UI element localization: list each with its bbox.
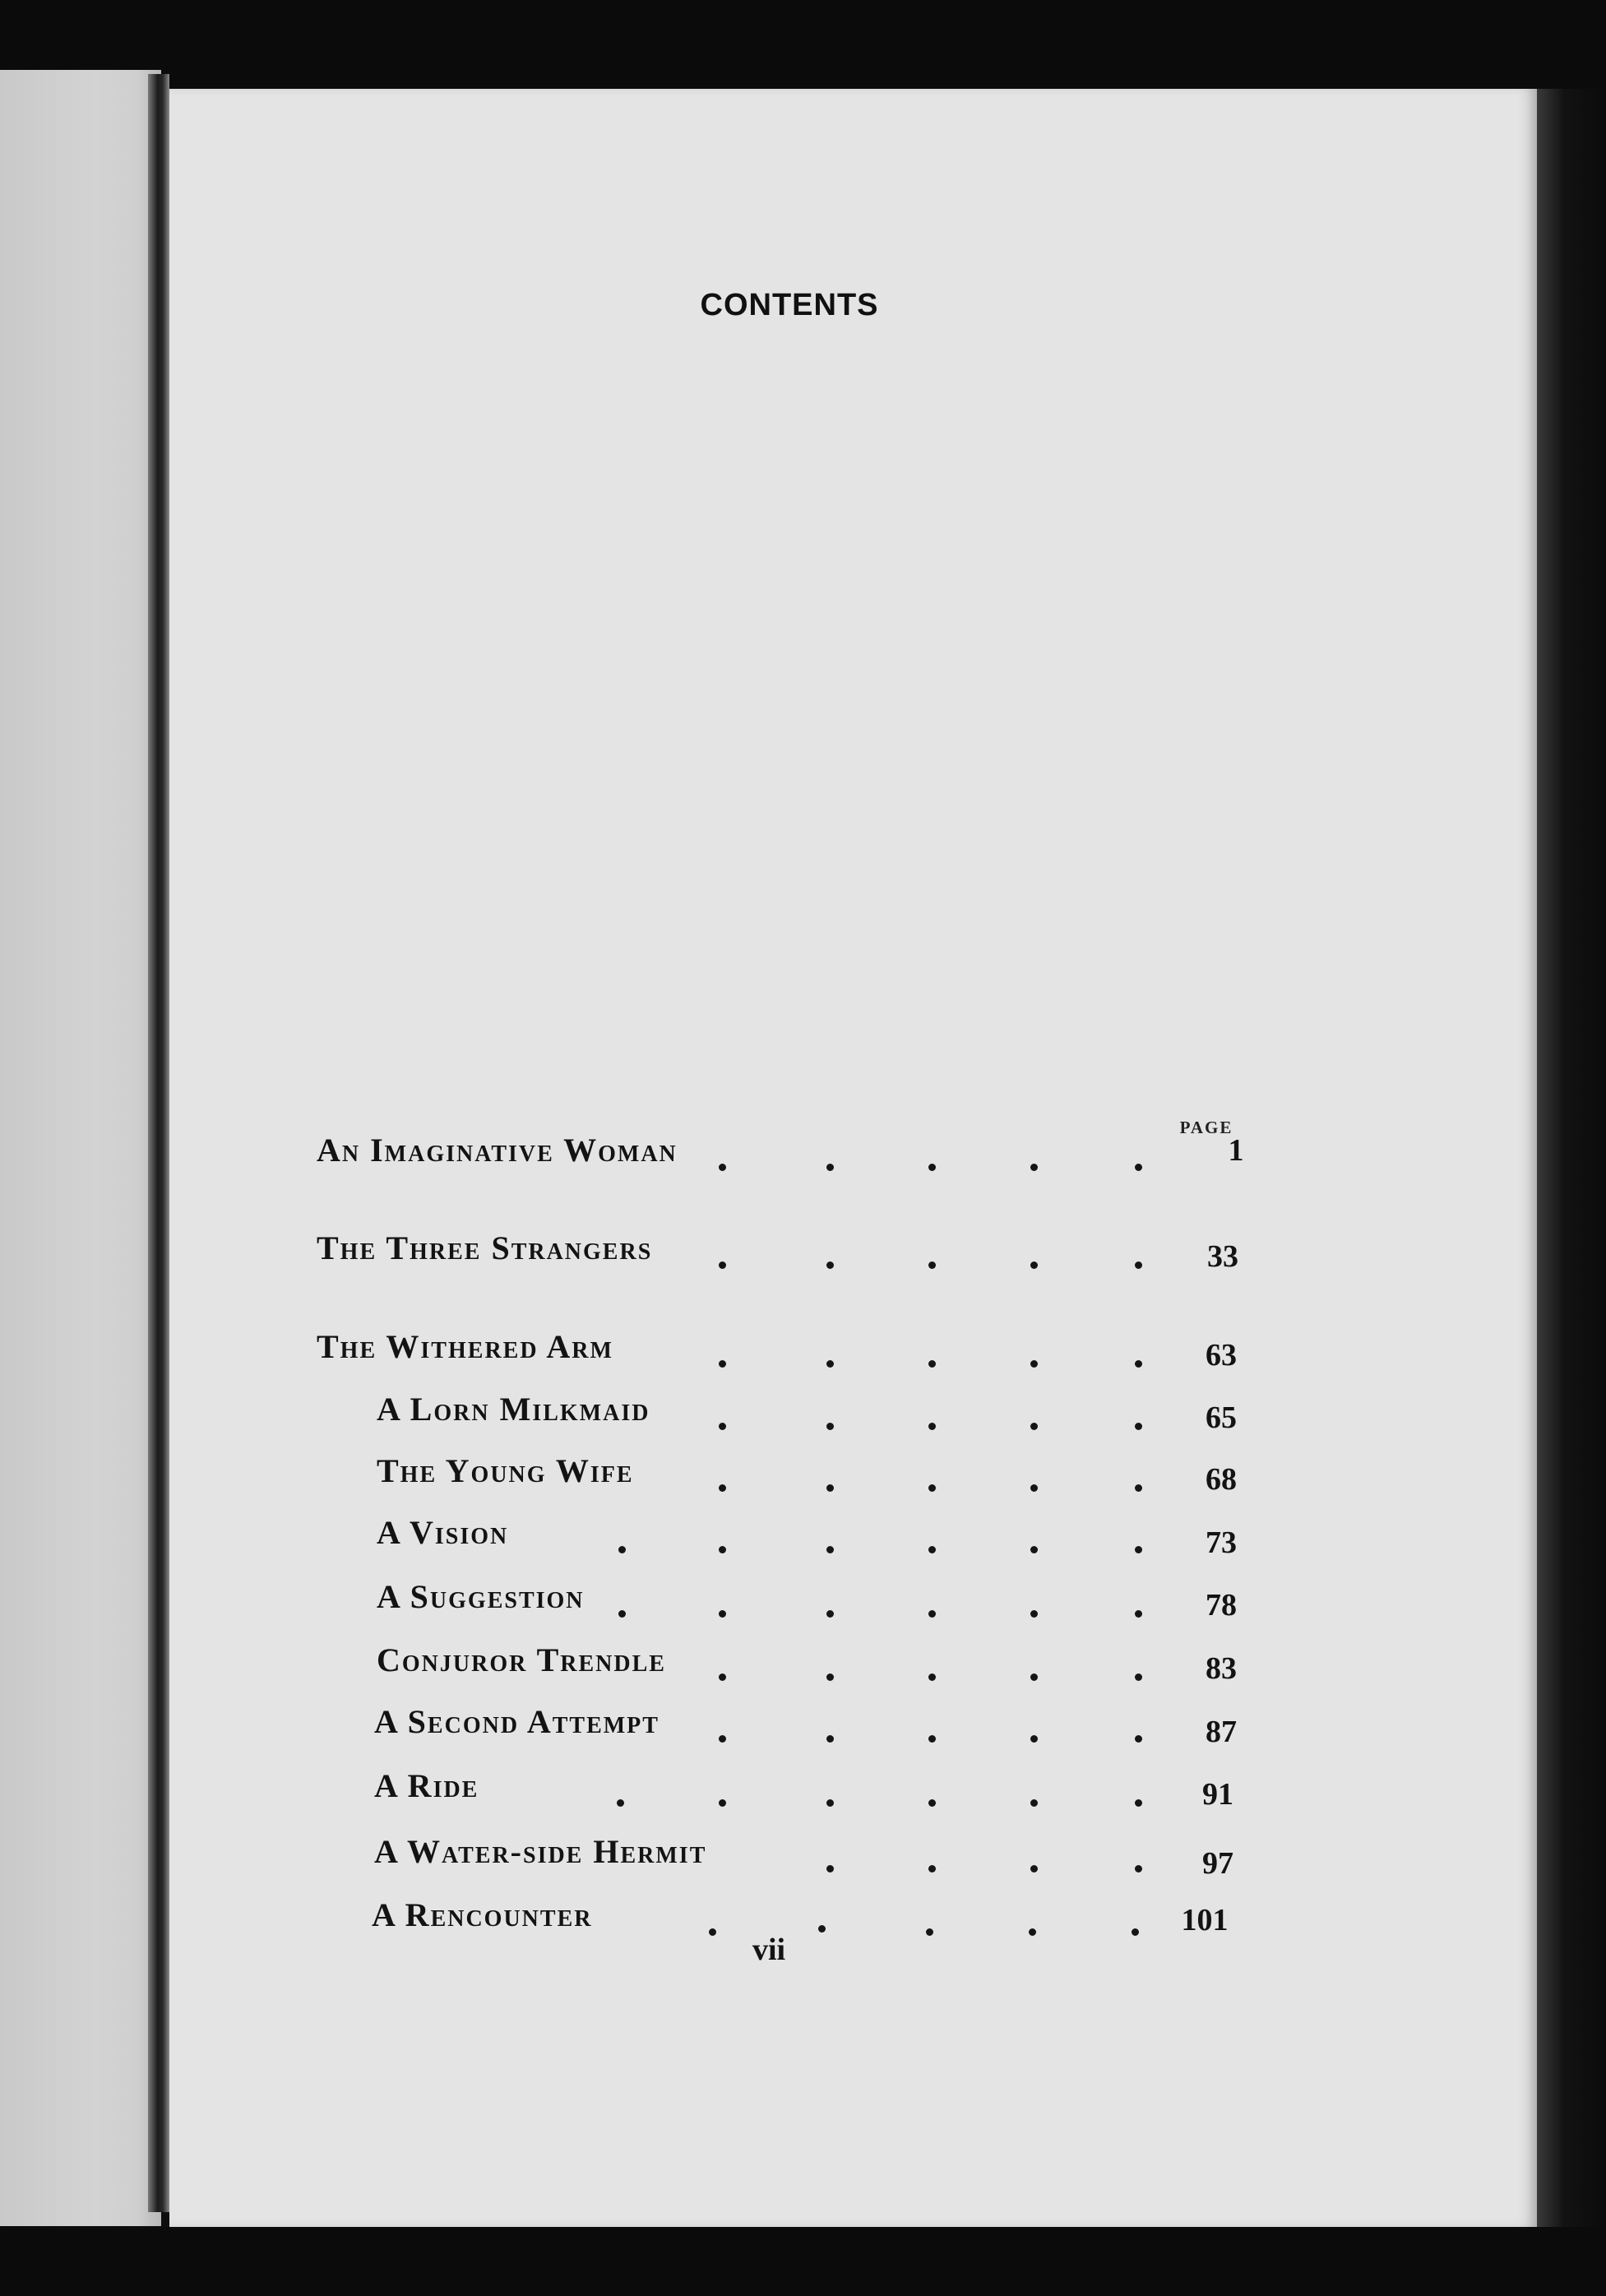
leader-dot (1030, 1799, 1038, 1807)
toc-entry (0, 1766, 1606, 1812)
toc-entry (0, 1832, 1606, 1881)
leader-dot (928, 1164, 936, 1171)
leader-dot (928, 1484, 936, 1492)
leader-dot (1030, 1261, 1038, 1269)
leader-dot (826, 1735, 834, 1743)
page-folio: vii (752, 1933, 786, 1967)
leader-dot (826, 1610, 834, 1618)
leader-dot (826, 1865, 834, 1872)
leader-dot (826, 1673, 834, 1681)
toc-entry-title: A Vision (377, 1514, 509, 1551)
leader-dot (719, 1484, 726, 1492)
leader-dot (1135, 1423, 1142, 1430)
toc-entry-page: 73 (1206, 1525, 1237, 1560)
toc-entry-title: The Young Wife (377, 1452, 634, 1489)
toc-entry-title: A Second Attempt (374, 1703, 660, 1740)
leader-dot (1030, 1164, 1038, 1171)
toc-entry-page: 97 (1202, 1846, 1233, 1881)
leader-dot (1135, 1735, 1142, 1743)
leader-dot (1030, 1360, 1038, 1368)
leader-dot (719, 1673, 726, 1681)
toc-entry (0, 1577, 1606, 1623)
toc-entry-page: 65 (1206, 1400, 1237, 1435)
leader-dot (826, 1423, 834, 1430)
leader-dot (1029, 1928, 1036, 1936)
leader-dot (1135, 1164, 1142, 1171)
toc-entry-title: A Water-side Hermit (374, 1833, 707, 1870)
page-column-label: PAGE (1179, 1118, 1233, 1137)
leader-dot (719, 1546, 726, 1553)
leader-dot (928, 1546, 936, 1553)
toc-entry (0, 1131, 1606, 1177)
toc-entry-page: 101 (1181, 1903, 1229, 1937)
leader-dot (826, 1360, 834, 1368)
leader-dot (928, 1610, 936, 1618)
toc-entry-title: A Suggestion (377, 1578, 585, 1615)
leader-dot (928, 1865, 936, 1872)
leader-dot (826, 1546, 834, 1553)
leader-dot (1135, 1261, 1142, 1269)
leader-dot (719, 1735, 726, 1743)
leader-dot (826, 1799, 834, 1807)
leader-dot (1135, 1799, 1142, 1807)
toc-entry-title: A Ride (374, 1767, 479, 1804)
toc-entry-title: The Three Strangers (317, 1229, 653, 1266)
leader-dot (928, 1261, 936, 1269)
toc-entry-page: 87 (1206, 1715, 1237, 1749)
leader-dot (826, 1164, 834, 1171)
leader-dot (1030, 1735, 1038, 1743)
leader-dot (1030, 1673, 1038, 1681)
toc-entry (0, 1641, 1606, 1687)
toc-entry (0, 1513, 1606, 1559)
scan-border-bottom (0, 2227, 1606, 2296)
toc-entry (0, 1390, 1606, 1436)
leader-dot (1135, 1360, 1142, 1368)
leader-dot (928, 1735, 936, 1743)
leader-dot (826, 1261, 834, 1269)
scan-border-top (0, 0, 1606, 89)
page-title: CONTENTS (700, 288, 879, 322)
toc-entry-page: 33 (1207, 1239, 1238, 1274)
leader-dot (719, 1799, 726, 1807)
leader-dot (719, 1610, 726, 1618)
leader-dot (1030, 1610, 1038, 1618)
toc-entry-page: 1 (1228, 1133, 1244, 1168)
leader-dot (719, 1261, 726, 1269)
toc-entry (0, 1327, 1606, 1373)
leader-dot (618, 1546, 626, 1553)
leader-dot (1030, 1423, 1038, 1430)
toc-entry-title: An Imaginative Woman (317, 1132, 678, 1169)
leader-dot (719, 1164, 726, 1171)
leader-dot (928, 1673, 936, 1681)
leader-dot (928, 1799, 936, 1807)
toc-entry-page: 63 (1206, 1338, 1237, 1373)
leader-dot (719, 1423, 726, 1430)
leader-dot (617, 1799, 624, 1807)
leader-dot (818, 1925, 826, 1933)
leader-dot (1135, 1610, 1142, 1618)
leader-dot (1132, 1928, 1139, 1936)
toc-entry (0, 1451, 1606, 1497)
leader-dot (928, 1360, 936, 1368)
leader-dot (928, 1423, 936, 1430)
toc-entry-title: A Rencounter (372, 1896, 593, 1933)
leader-dot (1135, 1865, 1142, 1872)
toc-entry-title: A Lorn Milkmaid (377, 1391, 650, 1428)
toc-entry-title: The Withered Arm (317, 1328, 613, 1365)
toc-entry-title: Conjuror Trendle (377, 1641, 666, 1678)
leader-dot (1030, 1865, 1038, 1872)
toc-entry (0, 1702, 1606, 1748)
leader-dot (719, 1360, 726, 1368)
toc-entry (0, 1229, 1606, 1275)
leader-dot (1135, 1546, 1142, 1553)
toc-entry-page: 83 (1206, 1651, 1237, 1686)
toc-entry-page: 78 (1206, 1588, 1237, 1622)
leader-dot (1135, 1673, 1142, 1681)
leader-dot (1135, 1484, 1142, 1492)
leader-dot (826, 1484, 834, 1492)
leader-dot (926, 1928, 933, 1936)
toc-entry-page: 68 (1206, 1462, 1237, 1497)
toc-entry-page: 91 (1202, 1777, 1233, 1812)
leader-dot (618, 1610, 626, 1618)
leader-dot (1030, 1546, 1038, 1553)
leader-dot (1030, 1484, 1038, 1492)
leader-dot (709, 1928, 716, 1936)
